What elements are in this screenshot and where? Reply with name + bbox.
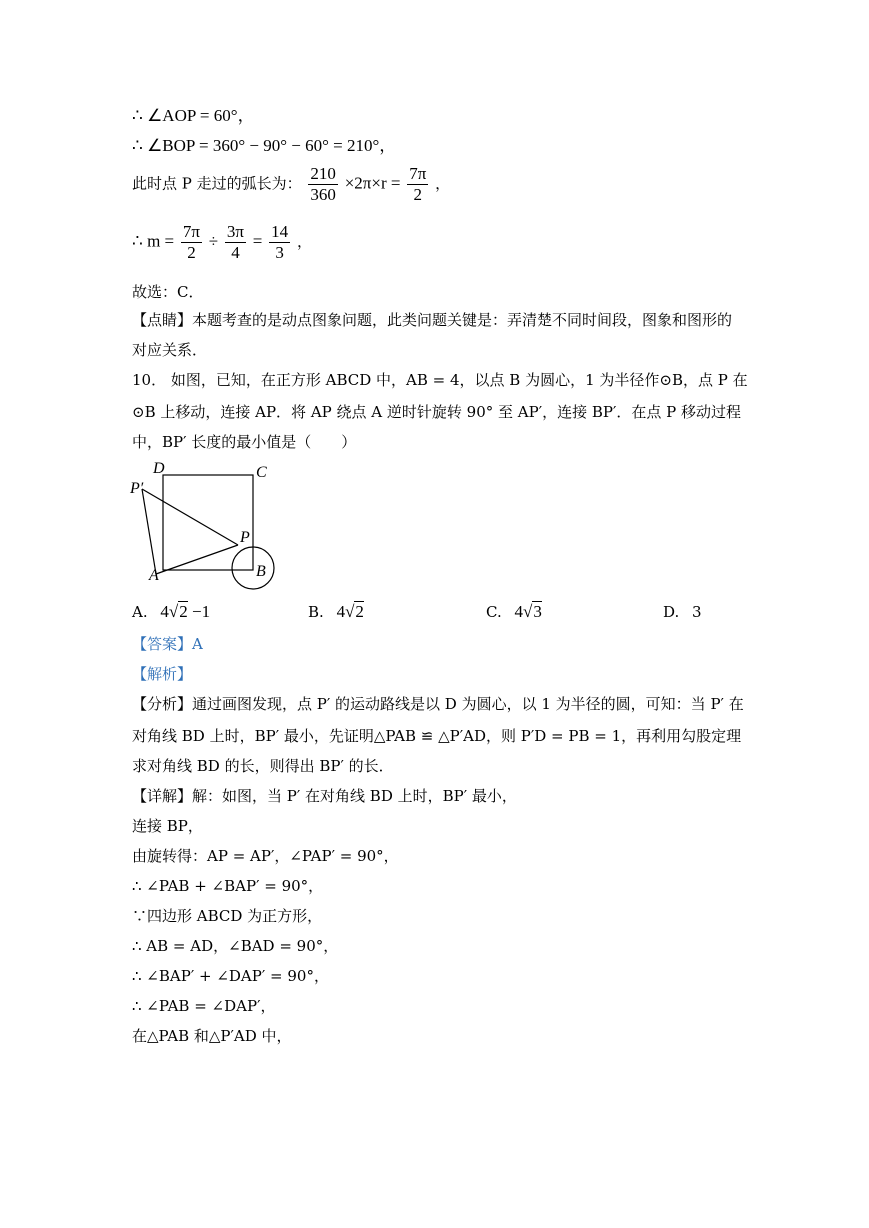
analysis-line-3: 求对角线 BD 的长，则得出 BP′ 的长． — [132, 757, 394, 775]
option-a — [132, 602, 210, 622]
square-geometry-figure — [126, 455, 286, 595]
fraction-denominator: 2 — [413, 185, 423, 204]
fraction-denominator: 3 — [275, 243, 284, 262]
m-prefix: ∴ m = — [132, 231, 175, 251]
segment-pprime-p — [142, 489, 238, 545]
label-b: B — [256, 563, 266, 580]
line-m-value — [132, 222, 312, 263]
fraction-3pi-4 — [225, 222, 246, 263]
option-a-label: A. — [132, 603, 148, 621]
fraction-7pi-2 — [181, 222, 202, 263]
option-c — [486, 602, 542, 622]
label-a: A — [149, 567, 159, 584]
fraction-numerator: 210 — [310, 164, 336, 183]
analysis-heading: 【解析】 — [132, 665, 193, 683]
fraction-denominator: 2 — [187, 243, 196, 262]
option-d — [663, 602, 702, 622]
fraction-denominator: 360 — [310, 185, 336, 204]
question-10-line-3: 中，BP′ 长度的最小值是（ ） — [132, 433, 357, 451]
m-suffix: ， — [296, 232, 312, 251]
detail-line-4: ∴ ∠PAB + ∠BAP′ = 90°， — [132, 877, 324, 895]
label-d: D — [153, 460, 165, 477]
detail-line-7: ∴ ∠BAP′ + ∠DAP′ = 90°， — [132, 967, 329, 985]
line-angle-aop: ∴ ∠AOP = 60°， — [132, 106, 255, 125]
detail-line-2: 连接 BP， — [132, 817, 203, 835]
equals-sign: = — [252, 231, 263, 251]
sqrt-icon: √ — [168, 602, 179, 621]
detail-line-8: ∴ ∠PAB = ∠DAP′， — [132, 997, 276, 1015]
option-b-radicand: 2 — [355, 602, 364, 621]
answer-line: 【答案】A — [132, 635, 203, 653]
label-p: P — [240, 529, 250, 546]
line-comment-2: 对应关系． — [132, 341, 208, 359]
analysis-line-2: 对角线 BD 上时，BP′ 最小，先证明△PAB ≌ △P′AD，则 P′D = PB = 1，再利用勾股定理 — [132, 727, 742, 745]
line-comment-1: 【点睛】本题考查的是动点图象问题，此类问题关键是：弄清楚不同时间段，图象和图形的 — [132, 311, 733, 329]
line-arc-length — [132, 164, 450, 205]
arc-length-suffix: ， — [435, 174, 451, 193]
fraction-7pi-2 — [407, 164, 428, 205]
arc-length-prefix: 此时点 P 走过的弧长为： — [132, 174, 302, 193]
detail-line-9: 在△PAB 和△P′AD 中， — [132, 1027, 292, 1045]
detail-line-1: 【详解】解：如图，当 P′ 在对角线 BD 上时，BP′ 最小， — [132, 787, 517, 805]
option-c-coefficient: 4 — [514, 602, 523, 621]
fraction-numerator: 7π — [182, 222, 201, 241]
question-10-line-2: ⊙B 上移动，连接 AP．将 AP 绕点 A 逆时针旋转 90° 至 AP′，连接 BP′．在点 P 移动过程 — [132, 403, 742, 421]
option-c-label: C. — [486, 603, 502, 621]
option-a-coefficient: 4 — [160, 602, 169, 621]
line-choice: 故选：C． — [132, 283, 204, 301]
option-d-value: 3 — [692, 603, 702, 621]
detail-line-6: ∴ AB = AD，∠BAD = 90°， — [132, 937, 339, 955]
label-c: C — [256, 464, 267, 481]
detail-line-5: ∵四边形 ABCD 为正方形， — [132, 907, 323, 925]
fraction-numerator: 7π — [409, 164, 427, 183]
option-b-coefficient: 4 — [336, 602, 346, 621]
option-b-label: B. — [308, 603, 324, 621]
line-angle-bop: ∴ ∠BOP = 360° − 90° − 60° = 210°， — [132, 136, 397, 155]
option-a-tail: −1 — [187, 602, 211, 621]
analysis-line-1: 【分析】通过画图发现，点 P′ 的运动路线是以 D 为圆心，以 1 为半径的圆，可知：当 P′ 在 — [132, 695, 744, 713]
fraction-numerator: 14 — [271, 222, 289, 241]
fraction-numerator: 3π — [226, 222, 245, 241]
label-p-prime: P′ — [130, 480, 144, 497]
question-10-line-1: 10． 如图，已知，在正方形 ABCD 中，AB = 4，以点 B 为圆心，1 为半径作⊙B，点 P 在 — [132, 371, 748, 389]
detail-line-3: 由旋转得：AP = AP′，∠PAP′ = 90°， — [132, 847, 399, 865]
option-b — [308, 602, 364, 622]
option-a-radicand: 2 — [179, 602, 188, 621]
sqrt-icon: √ — [345, 602, 355, 621]
option-c-radicand: 3 — [533, 602, 542, 621]
segment-a-pprime — [142, 489, 156, 574]
sqrt-icon: √ — [523, 602, 533, 621]
fraction-210-360 — [308, 164, 338, 205]
option-d-label: D. — [663, 603, 680, 621]
arc-length-middle: ×2π×r = — [344, 173, 401, 193]
fraction-14-3 — [269, 222, 290, 263]
divide-sign: ÷ — [208, 231, 219, 251]
fraction-denominator: 4 — [231, 243, 240, 262]
